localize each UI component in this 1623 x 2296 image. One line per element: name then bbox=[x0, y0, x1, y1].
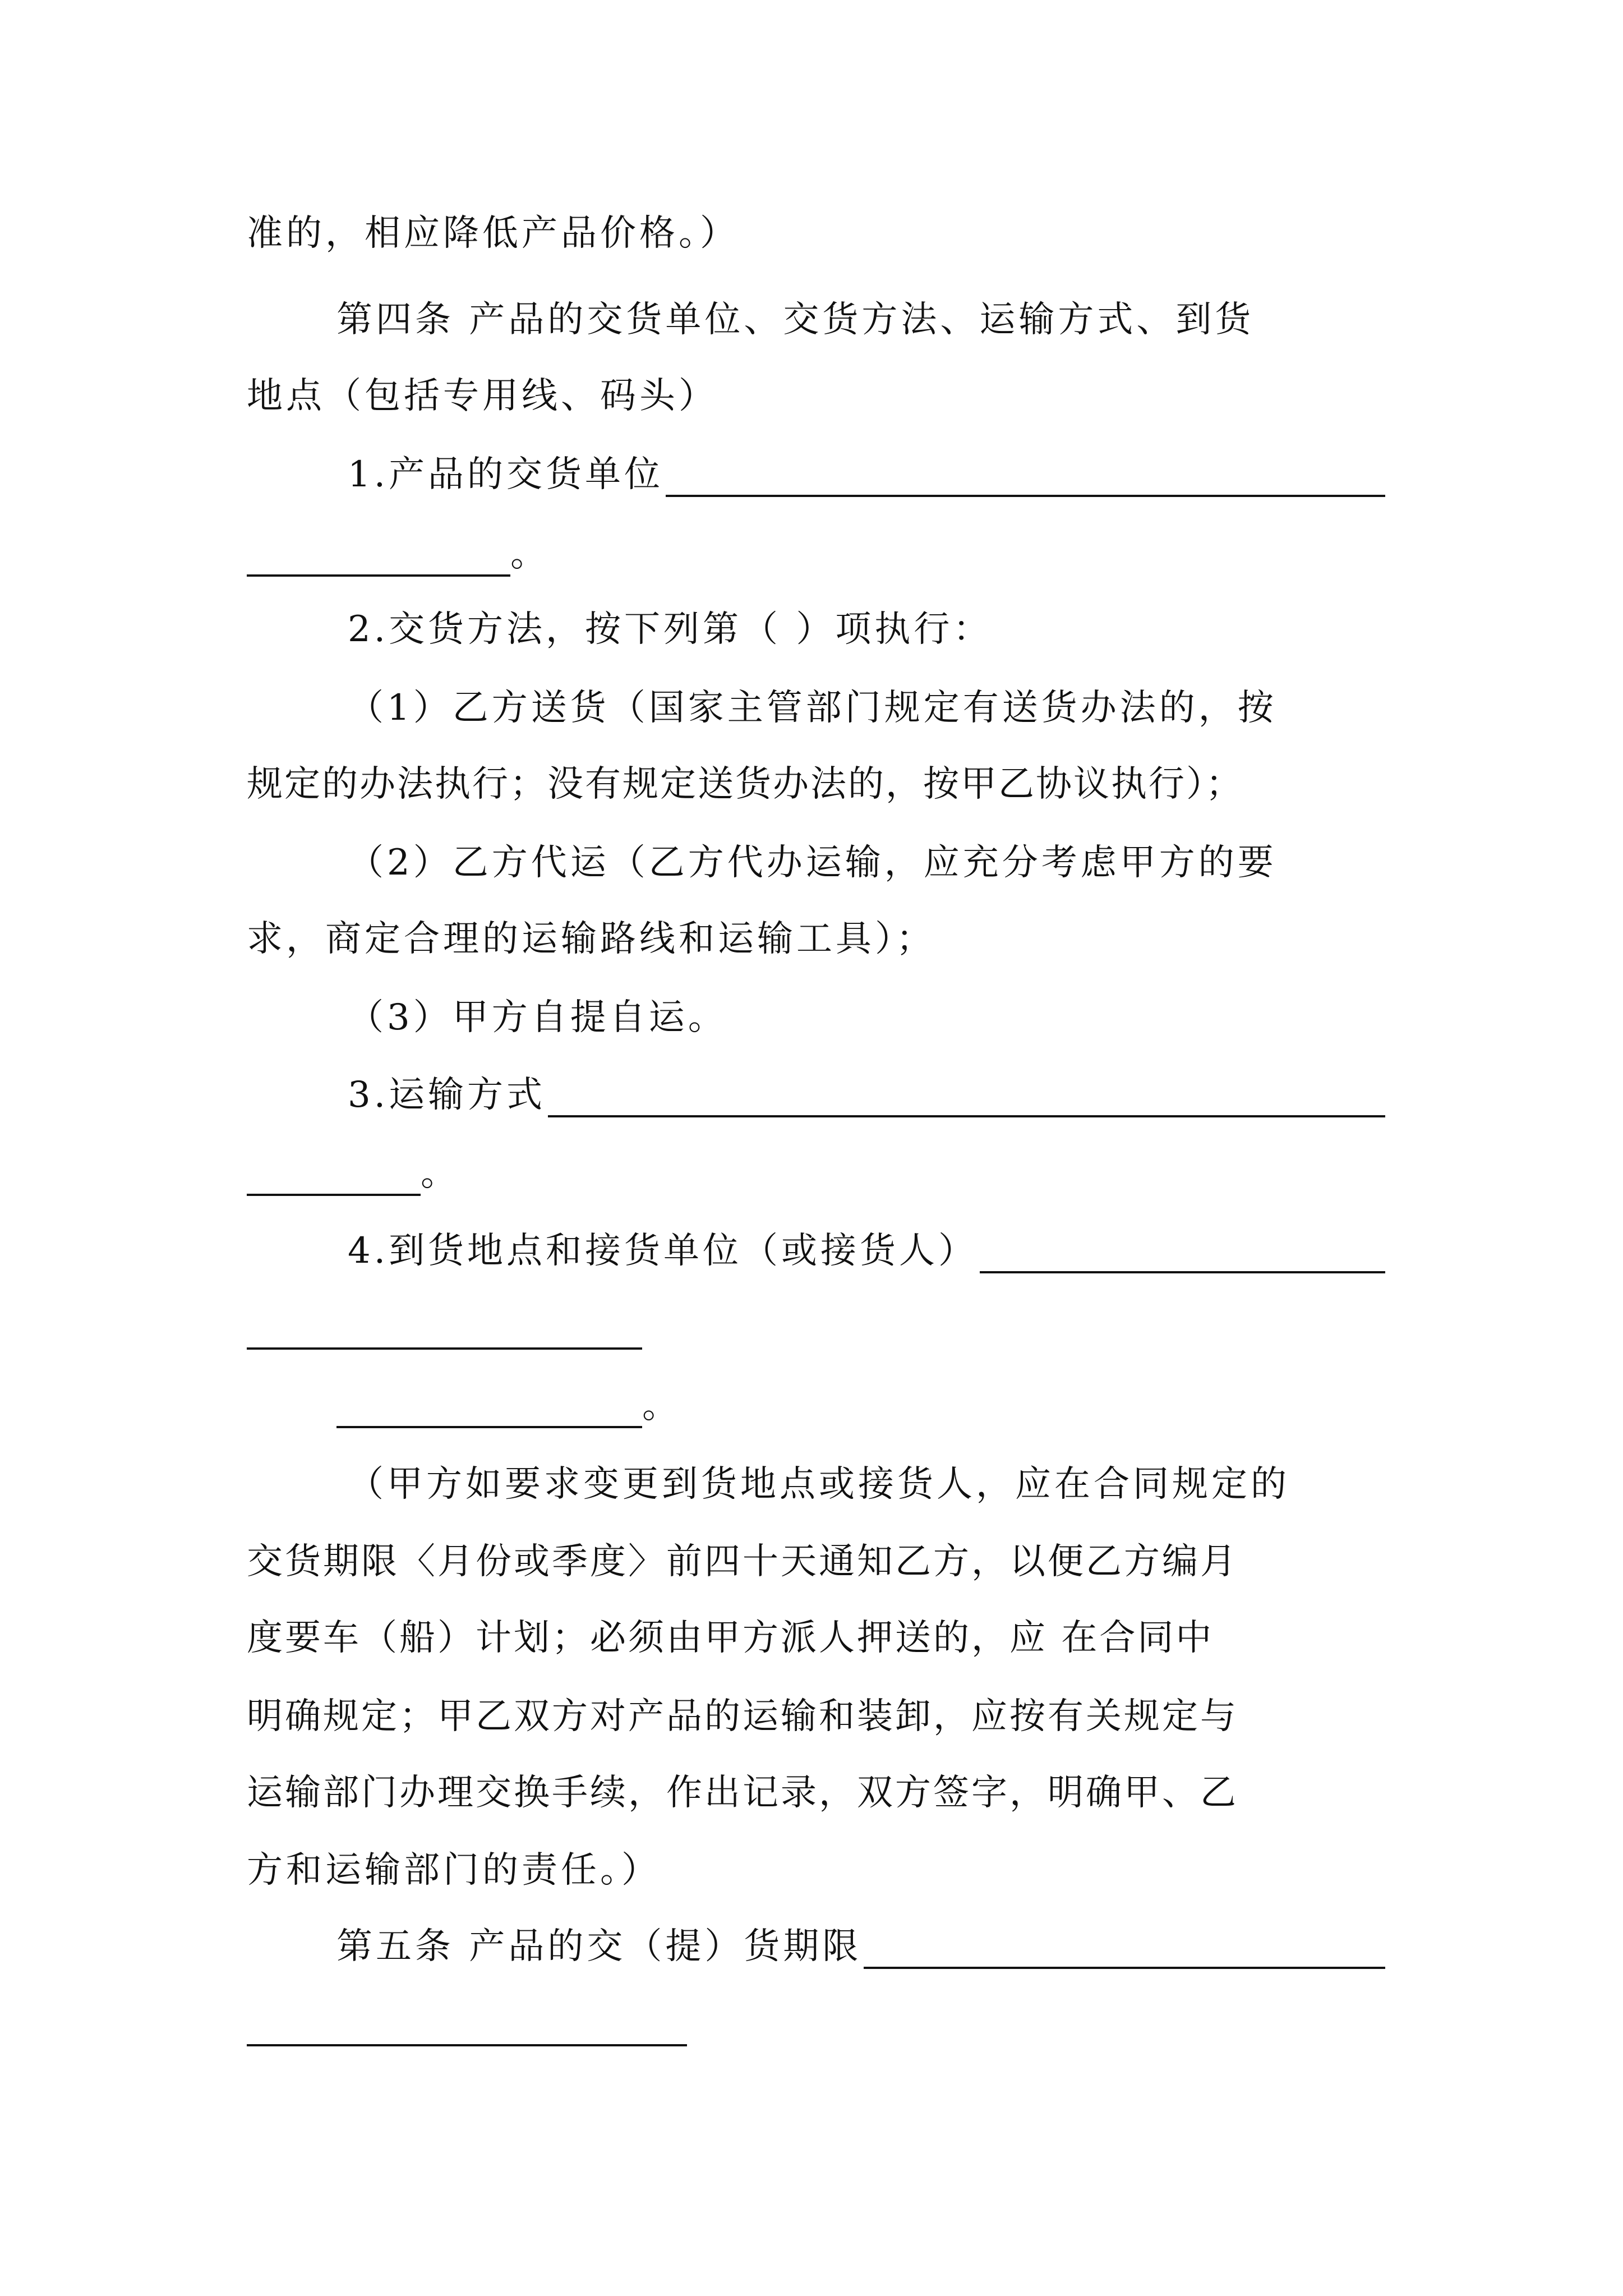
line-text: 交货期限〈月份或季度〉前四十天通知乙方，以便乙方编月 bbox=[247, 1541, 1238, 1582]
text-line bbox=[247, 917, 1385, 961]
transport-method-blank-cont[interactable] bbox=[247, 1158, 421, 1196]
line-text: 3.运输方式 bbox=[348, 1074, 546, 1116]
text-line bbox=[247, 211, 1385, 256]
delivery-deadline-blank-cont[interactable] bbox=[247, 2008, 687, 2046]
delivery-unit-line bbox=[348, 452, 1385, 497]
line-text: 度要车（船）计划；必须由甲方派人押送的，应 在合同中 bbox=[247, 1617, 1214, 1659]
delivery-deadline-blank[interactable] bbox=[864, 1931, 1385, 1969]
blank-continuation-line bbox=[247, 2001, 1385, 2046]
line-text: 。 bbox=[421, 1153, 460, 1194]
blank-continuation-line bbox=[247, 1151, 1385, 1196]
option-2-line bbox=[348, 840, 1385, 885]
line-text: 地点（包括专用线、码头） bbox=[247, 375, 718, 417]
delivery-method-line bbox=[348, 607, 1385, 652]
line-text: 明确规定；甲乙双方对产品的运输和装卸，应按有关规定与 bbox=[247, 1696, 1238, 1737]
text-line bbox=[247, 1616, 1385, 1660]
blank-continuation-line bbox=[247, 532, 1385, 577]
text-line bbox=[247, 1770, 1385, 1815]
line-text: 方和运输部门的责任。） bbox=[247, 1849, 661, 1891]
transport-method-line bbox=[348, 1073, 1385, 1117]
line-text: （1）乙方送货（国家主管部门规定有送货办法的，按 bbox=[348, 687, 1277, 729]
line-text: 4.到货地点和接货单位（或接货人） bbox=[348, 1230, 978, 1272]
line-text: 1.产品的交货单位 bbox=[348, 454, 664, 495]
line-text: 准的，相应降低产品价格。） bbox=[247, 213, 739, 254]
option-3-line bbox=[348, 995, 1385, 1040]
arrival-place-blank-cont[interactable] bbox=[247, 1312, 642, 1350]
transport-method-blank[interactable] bbox=[548, 1079, 1385, 1117]
line-text: 第四条 产品的交货单位、交货方法、运输方式、到货 bbox=[336, 299, 1255, 341]
text-line bbox=[247, 1539, 1385, 1584]
blank-continuation-line bbox=[336, 1383, 1475, 1428]
text-line bbox=[247, 1848, 1385, 1893]
line-text: 2.交货方法，按下列第（ ）项执行： bbox=[348, 609, 993, 650]
delivery-unit-blank[interactable] bbox=[666, 459, 1385, 497]
delivery-unit-blank-cont[interactable] bbox=[247, 539, 510, 577]
line-text: （2）乙方代运（乙方代办运输，应充分考虑甲方的要 bbox=[348, 842, 1277, 884]
article-five-heading bbox=[336, 1924, 1385, 1969]
line-text: 规定的办法执行；没有规定送货办法的，按甲乙协议执行）； bbox=[247, 763, 1243, 805]
article-four-heading bbox=[336, 297, 1385, 342]
arrival-place-line bbox=[348, 1228, 1385, 1273]
line-text: 求，商定合理的运输路线和运输工具）； bbox=[247, 918, 935, 960]
text-line bbox=[247, 1694, 1385, 1739]
line-text: 。 bbox=[510, 533, 550, 575]
blank-continuation-line bbox=[247, 1305, 1385, 1350]
text-line bbox=[247, 762, 1385, 807]
line-text: （甲方如要求变更到货地点或接货人，应在合同规定的 bbox=[348, 1464, 1290, 1505]
line-text: （3）甲方自提自运。 bbox=[348, 997, 727, 1038]
text-line bbox=[247, 374, 1385, 418]
note-line bbox=[348, 1462, 1385, 1507]
arrival-place-blank[interactable] bbox=[980, 1235, 1385, 1273]
line-text: 运输部门办理交换手续，作出记录，双方签字，明确甲、乙 bbox=[247, 1772, 1238, 1814]
line-text: 。 bbox=[642, 1385, 681, 1427]
line-text: 第五条 产品的交（提）货期限 bbox=[336, 1926, 862, 1967]
option-1-line bbox=[348, 685, 1385, 730]
arrival-place-blank-cont-2[interactable] bbox=[336, 1390, 642, 1428]
